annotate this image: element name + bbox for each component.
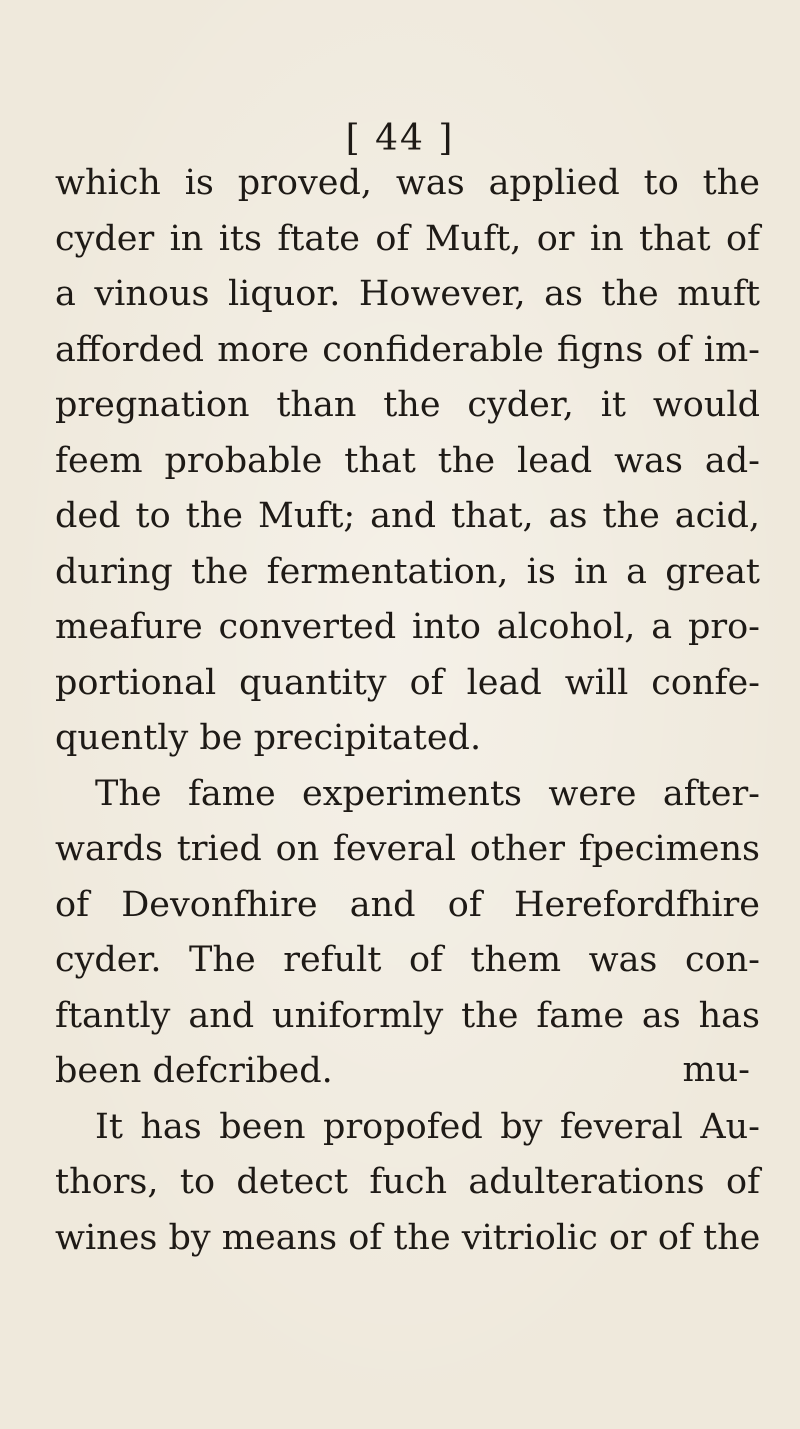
text-line: wards tried on feveral other fpecimens bbox=[55, 829, 760, 869]
text-line: meafure converted into alcohol, a pro- bbox=[55, 607, 760, 647]
text-line: afforded more confiderable figns of im- bbox=[55, 329, 760, 370]
text-line: wines by means of the vitriolic or of the bbox=[55, 1217, 761, 1258]
text-line: during the fermentation, is in a great bbox=[55, 551, 760, 592]
text-line: of Devonfhire and of Herefordfhire bbox=[55, 884, 760, 925]
text-line: pregnation than the cyder, it would bbox=[55, 385, 760, 425]
text-line: ftantly and uniformly the fame as has bbox=[55, 995, 760, 1036]
text-line: feem probable that the lead was ad- bbox=[55, 440, 760, 481]
catchword: mu- bbox=[682, 1050, 750, 1090]
text-line: thors, to detect fuch adulterations of bbox=[55, 1162, 760, 1202]
text-line: It has been propofed by feveral Au- bbox=[95, 1106, 760, 1147]
body-text bbox=[55, 156, 760, 1266]
text-line: quently be precipitated. bbox=[55, 718, 482, 758]
text-line: cyder in its ftate of Muft, or in that of bbox=[55, 218, 760, 259]
text-line: ded to the Muft; and that, as the acid, bbox=[55, 496, 760, 536]
text-line: cyder. The refult of them was con- bbox=[55, 940, 760, 980]
page-number: [ 44 ] bbox=[345, 118, 455, 159]
text-line: portional quantity of lead will confe- bbox=[55, 662, 760, 703]
text-line: a vinous liquor. However, as the muft bbox=[55, 274, 760, 314]
text-line: which is proved, was applied to the bbox=[55, 163, 760, 203]
text-line: The fame experiments were after- bbox=[95, 773, 760, 814]
text-line: been defcribed. bbox=[55, 1051, 333, 1091]
